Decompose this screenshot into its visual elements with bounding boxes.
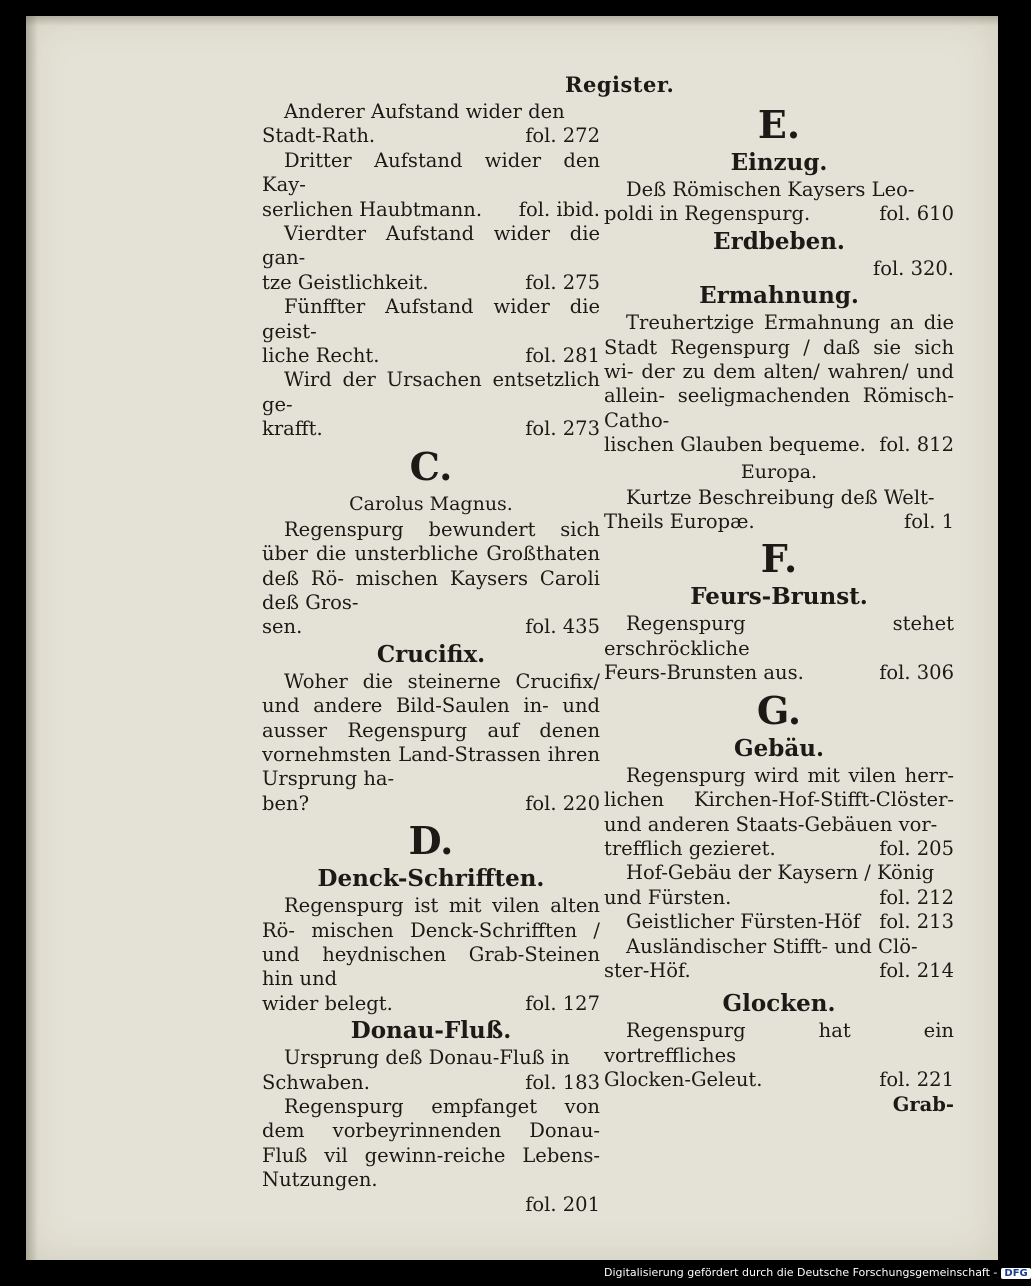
entry-foot-crucifix: [262, 792, 600, 816]
line: Land-Strassen ihren Ursprung ha-: [262, 742, 600, 791]
folio-ref: fol. 320.: [872, 256, 954, 280]
folio-ref: fol. 610: [879, 202, 954, 226]
folio-ref: fol. 812: [879, 433, 954, 457]
running-header: Register.: [565, 72, 675, 97]
folio-ref: fol. 306: [879, 661, 954, 685]
line: Regenspurg hat ein vortreffliches: [604, 1019, 954, 1067]
entry-text-hof: [604, 861, 954, 885]
line: Wird der Ursachen entsetzlich ge-: [262, 368, 600, 416]
line: der zu dem alten/ wahren/ und allein-: [604, 360, 954, 408]
section-letter-f: F.: [760, 536, 798, 582]
line: lichen Kirchen-Hof-Stifft-Clöster-: [604, 788, 954, 812]
section-letter-e: E.: [757, 102, 801, 147]
section-letter-g: G.: [756, 687, 802, 733]
entry-foot-denck: [262, 992, 600, 1016]
entry-text-ausl: [604, 935, 954, 959]
line: andere Bild-Saulen in- und ausser: [262, 694, 601, 742]
entry-title-einzug: Einzug.: [730, 149, 828, 176]
line: Hof-Gebäu der Kaysern / König: [626, 861, 935, 885]
entry-title-glocken: Glocken.: [722, 990, 836, 1018]
entry-foot-aufstand: [262, 417, 600, 441]
folio-ref: fol. 213: [879, 910, 954, 934]
section-letter-d: D.: [408, 818, 454, 864]
section-letter-c: C.: [409, 443, 453, 489]
line: Anderer Aufstand wider den: [284, 100, 565, 123]
folio-ref: fol. 1: [904, 510, 954, 534]
entry-last-line: Geistlicher Fürsten-Höf: [626, 910, 861, 934]
entry-last-line: krafft.: [262, 417, 323, 441]
entry-title-erdbeben: Erdbeben.: [713, 227, 845, 255]
entry-foot-glocken: [604, 1068, 954, 1092]
page-edge-shadow: [26, 16, 38, 1260]
line: die unsterbliche Großthaten deß Rö-: [262, 542, 600, 590]
line: Woher die steinerne Crucifix/ und: [262, 669, 600, 718]
entry-title-donau: Donau-Fluß.: [350, 1017, 512, 1045]
entry-foot-feurs: [604, 661, 954, 685]
folio-ref: fol. 127: [525, 991, 600, 1015]
line: Stadt Regenspurg / daß sie sich wi-: [604, 335, 954, 384]
line: Regenspurg stehet erschröckliche: [604, 612, 954, 660]
entry-text-aufstand: [262, 100, 600, 124]
folio-ref: fol. 220: [525, 791, 600, 815]
entry-title-denck: Denck-Schrifften.: [317, 865, 545, 893]
entry-text-aufstand: [262, 222, 600, 271]
entry-foot-aufstand: [262, 344, 600, 368]
entry-text-donau-2: [262, 1095, 600, 1193]
entry-title-carolus: Carolus Magnus.: [349, 492, 513, 515]
folio-ref: fol. 272: [525, 124, 600, 148]
line: und anderen Staats-Gebäuen vor-: [604, 812, 938, 836]
folio-ref: fol. 214: [879, 958, 954, 982]
line: Regenspurg wird mit vilen herr-: [626, 763, 954, 787]
dfg-logo-icon[interactable]: DFG: [1001, 1268, 1030, 1279]
line: Fünffter Aufstand wider die geist-: [262, 295, 600, 343]
entry-foot-carolus: [262, 615, 600, 639]
entry-last-line: tze Geistlichkeit.: [262, 270, 429, 294]
entry-last-line: ster-Höf.: [604, 958, 691, 982]
entry-foot-geist: [604, 910, 954, 934]
entry-text-crucifix: [262, 670, 600, 792]
credit-text: Digitalisierung gefördert durch die Deutsche Forschungsgemeinschaft -: [604, 1266, 998, 1279]
line: Regenspurg ist mit vilen alten Rö-: [262, 894, 600, 942]
folio-ref: fol. 201: [525, 1192, 600, 1216]
line: mischen Kaysers Caroli deß Gros-: [262, 566, 600, 614]
entry-text-carolus: [262, 518, 600, 616]
entry-text-aufstand: [262, 149, 600, 198]
line: vorbeyrinnenden Donau-Fluß vil: [262, 1119, 600, 1167]
entry-foot-europa: [604, 510, 954, 534]
entry-last-line: Schwaben.: [262, 1070, 370, 1094]
left-column: [262, 100, 600, 1217]
folio-ref: fol. 212: [879, 885, 954, 909]
catchword: Grab-: [892, 1092, 954, 1116]
line: Dritter Aufstand wider den Kay-: [262, 148, 600, 197]
aufstand-entries: [262, 100, 600, 442]
entry-foot-aufstand: [262, 271, 600, 295]
entry-last-line: Theils Europæ.: [604, 510, 755, 534]
entry-foot-ausl: [604, 959, 954, 983]
entry-title-europa: Europa.: [740, 460, 818, 483]
entry-last-line: Feurs-Brunsten aus.: [604, 661, 804, 685]
entry-foot-aufstand: [262, 124, 600, 148]
entry-last-line: Glocken-Geleut.: [604, 1068, 763, 1092]
folio-ref: fol. 275: [525, 270, 600, 294]
entry-foot-gebau: [604, 837, 954, 861]
entry-last-line: und Fürsten.: [604, 885, 732, 909]
right-column: [604, 100, 954, 1117]
line: Regenspurg auf denen vornehmsten: [262, 718, 601, 766]
line: mischen Denck-Schrifften / und: [262, 918, 600, 966]
entry-last-line: lischen Glauben bequeme.: [604, 433, 866, 457]
line: Regenspurg bewundert sich über: [262, 517, 600, 566]
line: Ursprung deß Donau-Fluß in: [284, 1046, 570, 1070]
folio-ref: fol. 221: [879, 1068, 954, 1092]
entry-last-line: ben?: [262, 791, 310, 815]
entry-foot-einzug: [604, 202, 954, 226]
entry-last-line: trefflich gezieret.: [604, 836, 776, 860]
entry-text-gebau: [604, 764, 954, 837]
entry-text-aufstand: [262, 368, 600, 417]
entry-last-line: liche Recht.: [262, 344, 380, 368]
line: Regenspurg empfanget von dem: [262, 1095, 600, 1143]
line: gewinn-reiche Lebens-Nutzungen.: [262, 1143, 600, 1192]
entry-text-glocken: [604, 1019, 954, 1068]
entry-title-gebau: Gebäu.: [734, 734, 824, 762]
line: heydnischen Grab-Steinen hin und: [262, 942, 600, 991]
folio-ref: fol. 205: [879, 836, 954, 860]
entry-foot-ermahnung: [604, 433, 954, 457]
entry-text-einzug: [604, 178, 954, 202]
entry-last-line: Stadt-Rath.: [262, 124, 376, 148]
line: Treuhertzige Ermahnung an die: [626, 311, 954, 335]
entry-title-crucifix: Crucifix.: [376, 640, 486, 668]
line: Vierdter Aufstand wider die gan-: [262, 222, 600, 270]
entry-title-feurs: Feurs-Brunst.: [690, 583, 868, 611]
entry-text-aufstand: [262, 295, 600, 344]
entry-text-feurs: [604, 612, 954, 661]
page-top-shadow: [26, 16, 998, 26]
entry-last-line: sen.: [262, 615, 303, 639]
entry-last-line: poldi in Regenspurg.: [604, 202, 811, 226]
line: Kurtze Beschreibung deß Welt-: [626, 485, 935, 509]
entry-last-line: serlichen Haubtmann.: [262, 197, 483, 221]
entry-foot-donau-1: [262, 1071, 600, 1095]
entry-text-ermahnung: [604, 311, 954, 433]
entry-title-ermahnung: Ermahnung.: [699, 282, 859, 310]
folio-ref: fol. ibid.: [518, 197, 600, 221]
folio-ref: fol. 273: [525, 417, 600, 441]
digitization-credit: [604, 1266, 1031, 1279]
entry-text-europa: [604, 486, 954, 510]
line: Ausländischer Stifft- und Clö-: [626, 934, 918, 958]
folio-ref: fol. 183: [525, 1070, 600, 1094]
folio-ref: fol. 281: [525, 344, 600, 368]
entry-text-denck: [262, 894, 600, 992]
entry-foot-hof: [604, 886, 954, 910]
entry-last-line: wider belegt.: [262, 991, 393, 1015]
entry-foot-aufstand: [262, 198, 600, 222]
entry-text-donau-1: [262, 1046, 600, 1070]
folio-ref: fol. 435: [525, 615, 600, 639]
line: Deß Römischen Kaysers Leo-: [626, 178, 915, 201]
line: seeligmachenden Römisch-Catho-: [604, 384, 955, 432]
